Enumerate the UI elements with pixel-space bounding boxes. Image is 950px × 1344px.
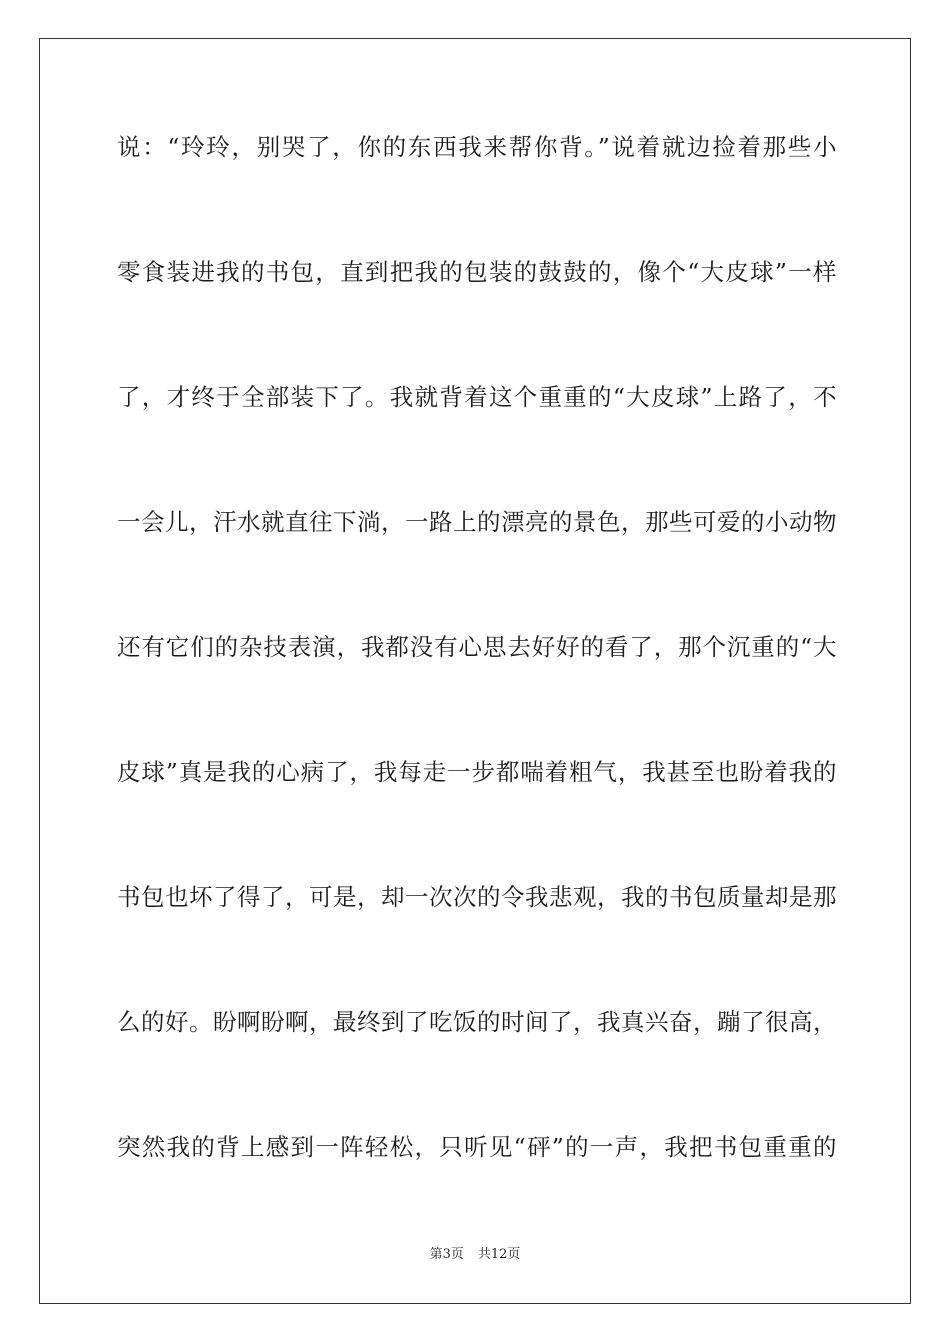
page-footer: [0, 1246, 950, 1264]
text-line: 书包也坏了得了，可是，却一次次的令我悲观，我的书包质量却是那: [117, 883, 837, 911]
text-line: 一会儿，汗水就直往下淌，一路上的漂亮的景色，那些可爱的小动物: [117, 508, 837, 536]
text-line: 了，才终于全部装下了。我就背着这个重重的“大皮球”上路了，不: [117, 383, 837, 411]
text-line: 还有它们的杂技表演，我都没有心思去好好的看了，那个沉重的“大: [117, 633, 837, 661]
text-line: 皮球”真是我的心病了，我每走一步都喘着粗气，我甚至也盼着我的: [117, 758, 837, 786]
page-total: 共12页: [477, 1247, 521, 1262]
text-line: 么的好。盼啊盼啊，最终到了吃饭的时间了，我真兴奋，蹦了很高，: [117, 1008, 837, 1036]
text-line: 说：“玲玲，别哭了，你的东西我来帮你背。”说着就边捡着那些小: [117, 133, 837, 161]
page-number: 第3页: [429, 1247, 464, 1262]
text-line: 突然我的背上感到一阵轻松，只听见“砰”的一声，我把书包重重的: [117, 1133, 837, 1161]
text-line: 零食装进我的书包，直到把我的包装的鼓鼓的，像个“大皮球”一样: [117, 258, 837, 286]
page-border: [39, 38, 911, 1304]
